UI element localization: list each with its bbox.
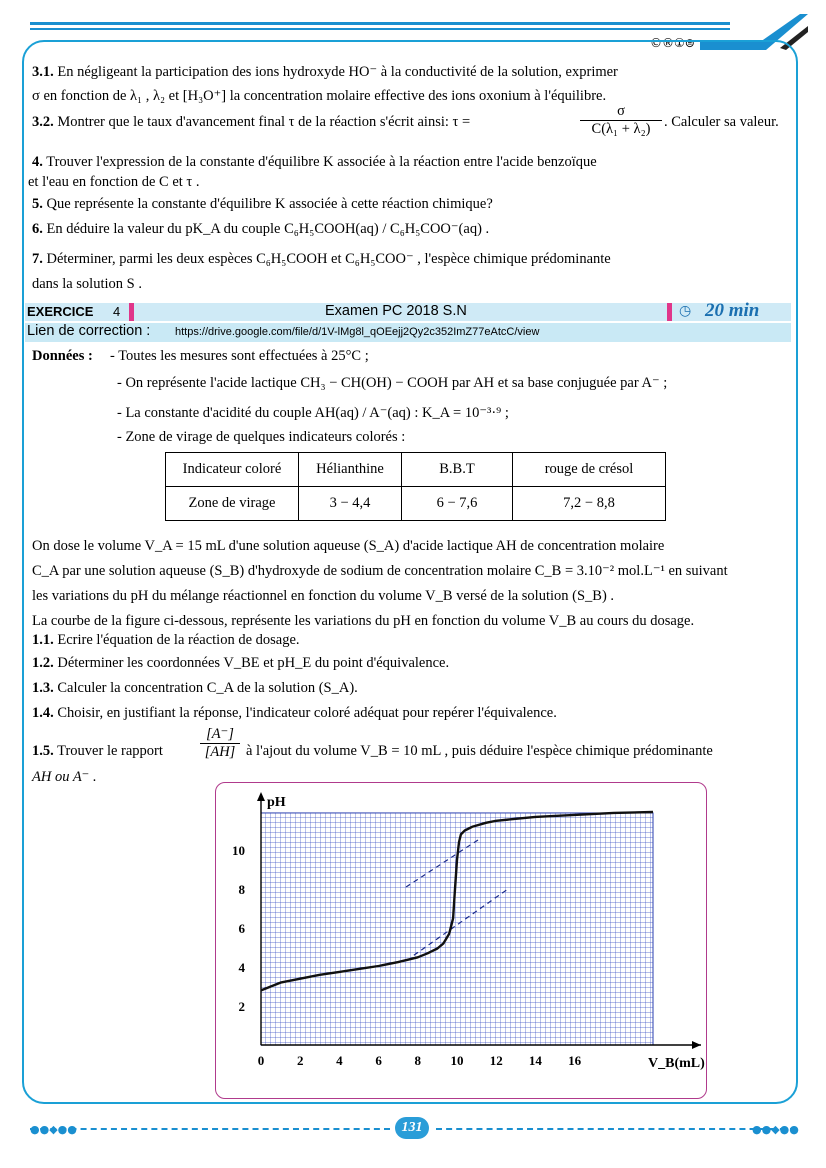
para-line-1: On dose le volume V_A = 15 mL d'une solution aqueuse (S_A) d'acide lactique AH de concentration molaire [32, 538, 665, 554]
y-axis-arrow [257, 792, 265, 801]
ratio-fraction [200, 726, 240, 761]
table-cell: 6 − 7,6 [402, 487, 513, 521]
question-7 [32, 250, 611, 268]
q-num: 4. [32, 154, 43, 170]
chart-grid [261, 813, 653, 1045]
correction-link-bar [25, 323, 791, 342]
x-tick-label: 8 [414, 1053, 422, 1068]
footer-rule-right [436, 1128, 796, 1130]
q-text: Ecrire l'équation de la réaction de dosage. [57, 632, 300, 648]
page-number: 131 [395, 1117, 429, 1139]
question-5 [32, 195, 493, 213]
footer-ornament-right: ●●◆●● [752, 1123, 799, 1136]
x-tick-label: 0 [257, 1053, 265, 1068]
x-tick-label: 10 [450, 1053, 464, 1068]
y-tick-label: 4 [238, 960, 245, 975]
question-6 [32, 220, 489, 238]
table-header-cell: rouge de crésol [513, 453, 666, 487]
table-header-cell: Hélianthine [299, 453, 402, 487]
y-tick-label: 6 [238, 921, 245, 936]
question-3-1-line2: σ en fonction de λ₁ , λ₂ et [H₃O⁺] la concentration molaire effective des ions oxonium à l'équilibre. [32, 88, 607, 104]
question-4 [32, 153, 597, 171]
q-text: Déterminer les coordonnées V_BE et pH_E du point d'équivalence. [57, 655, 450, 671]
ratio-numerator: [A⁻] [206, 726, 234, 742]
q-num: 1.5. [32, 743, 54, 759]
question-1-4 [32, 704, 557, 722]
q-text: Calculer la concentration C_A de la solution (S_A). [57, 680, 358, 696]
tau-denominator: C(λ₁ + λ₂) [580, 120, 662, 138]
grid-area [261, 813, 653, 1045]
table-cell: 7,2 − 8,8 [513, 487, 666, 521]
correction-link[interactable]: https://drive.google.com/file/d/1V-lMg8l_qOEejj2Qy2c352ImZ77eAtcC/view [175, 326, 540, 338]
footer-rule-left [30, 1128, 390, 1130]
question-1-5-post: à l'ajout du volume V_B = 10 mL , puis déduire l'espèce chimique prédominante [246, 743, 713, 759]
x-tick-label: 4 [336, 1053, 343, 1068]
link-label: Lien de correction : [27, 323, 151, 339]
donnee-1: - Toutes les mesures sont effectuées à 25°C ; [110, 348, 369, 364]
time-marker [667, 303, 672, 321]
x-axis-arrow [692, 1041, 701, 1049]
para-line-3: les variations du pH du mélange réactionnel en fonction du volume V_B versé de la solution (S_B) . [32, 588, 615, 604]
q-text: Trouver le rapport [57, 743, 163, 759]
donnee-3: - La constante d'acidité du couple AH(aq) / A⁻(aq) : K_A = 10⁻³·⁹ ; [117, 405, 509, 421]
q-num: 1.1. [32, 632, 54, 648]
table-row [166, 453, 666, 487]
x-tick-label: 2 [296, 1053, 304, 1068]
question-3-2 [32, 113, 470, 131]
table-header-cell: Indicateur coloré [166, 453, 299, 487]
q-num: 7. [32, 251, 43, 267]
titration-chart [215, 782, 705, 1097]
q-text: Montrer que le taux d'avancement final τ de la réaction s'écrit ainsi: τ = [57, 114, 471, 130]
question-1-5 [32, 742, 163, 760]
q-text: Choisir, en justifiant la réponse, l'indicateur coloré adéquat pour repérer l'équivalence. [57, 705, 557, 721]
para-line-4: La courbe de la figure ci-dessous, représente les variations du pH en fonction du volume V_B au cours du dosage. [32, 613, 695, 629]
y-tick-label: 8 [238, 882, 245, 897]
header-rule [30, 22, 730, 25]
license-badge: ©®①⊜ [650, 36, 695, 50]
question-3-1 [32, 63, 618, 81]
clock-icon: ◷ [679, 302, 692, 318]
donnee-4: - Zone de virage de quelques indicateurs colorés : [117, 429, 406, 445]
x-tick-label: 6 [375, 1053, 382, 1068]
y-axis-label: pH [267, 795, 286, 810]
q-num: 3.2. [32, 114, 54, 130]
q-text: Déterminer, parmi les deux espèces C₆H₅COOH et C₆H₅COO⁻ , l'espèce chimique prédominante [46, 251, 611, 267]
header-rule-2 [30, 28, 730, 30]
exercise-label: EXERCICE [27, 304, 94, 319]
table-header-cell: B.B.T [402, 453, 513, 487]
table-row [166, 487, 666, 521]
q-num: 6. [32, 221, 43, 237]
table-cell: 3 − 4,4 [299, 487, 402, 521]
question-3-2-tail: . Calculer sa valeur. [664, 114, 779, 130]
tau-numerator: σ [617, 103, 625, 119]
q-num: 3.1. [32, 64, 54, 80]
indicator-table [165, 452, 666, 521]
question-1-1 [32, 631, 300, 649]
question-1-5-line2: AH ou A⁻ . [32, 769, 97, 785]
x-axis-label: V_B(mL) [648, 1056, 705, 1071]
x-tick-label: 12 [489, 1053, 503, 1068]
q-num: 1.2. [32, 655, 54, 671]
ratio-denominator: [AH] [200, 743, 240, 761]
para-line-2: C_A par une solution aqueuse (S_B) d'hydroxyde de sodium de concentration molaire C_B = 3.10⁻² mol.L⁻¹ en suivant [32, 563, 728, 579]
exercise-title: Examen PC 2018 S.N [325, 303, 467, 319]
time-unit: min [728, 300, 760, 321]
exercise-header [25, 300, 791, 321]
q-num: 5. [32, 196, 43, 212]
question-1-3 [32, 679, 358, 697]
x-tick-label: 14 [528, 1053, 542, 1068]
y-tick-label: 2 [238, 999, 245, 1014]
footer-ornament-left: ●●◆●● [30, 1123, 77, 1136]
exercise-number: 4 [113, 304, 121, 319]
exercise-time [705, 300, 759, 322]
q-text: En négligeant la participation des ions hydroxyde HO⁻ à la conductivité de la solution, exprimer [57, 64, 618, 80]
q-text: Trouver l'expression de la constante d'équilibre K associée à la réaction entre l'acide benzoïque [46, 154, 597, 170]
q-text: En déduire la valeur du pK_A du couple C₆H₅COOH(aq) / C₆H₅COO⁻(aq) . [46, 221, 490, 237]
q-num: 1.4. [32, 705, 54, 721]
q-num: 1.3. [32, 680, 54, 696]
tau-fraction [580, 103, 662, 138]
x-tick-label: 16 [568, 1053, 582, 1068]
question-1-2 [32, 654, 449, 672]
time-value: 20 [705, 300, 724, 321]
table-cell: Zone de virage [166, 487, 299, 521]
q-text: Que représente la constante d'équilibre K associée à cette réaction chimique? [46, 196, 493, 212]
y-tick-label: 10 [232, 843, 245, 858]
question-7-line2: dans la solution S . [32, 276, 142, 292]
donnee-2: - On représente l'acide lactique CH₃ − CH(OH) − COOH par AH et sa base conjuguée par A⁻ ; [117, 375, 668, 391]
question-4-line2: et l'eau en fonction de C et τ . [28, 174, 200, 190]
donnees-label: Données : [32, 348, 93, 364]
exercise-marker [129, 303, 134, 321]
